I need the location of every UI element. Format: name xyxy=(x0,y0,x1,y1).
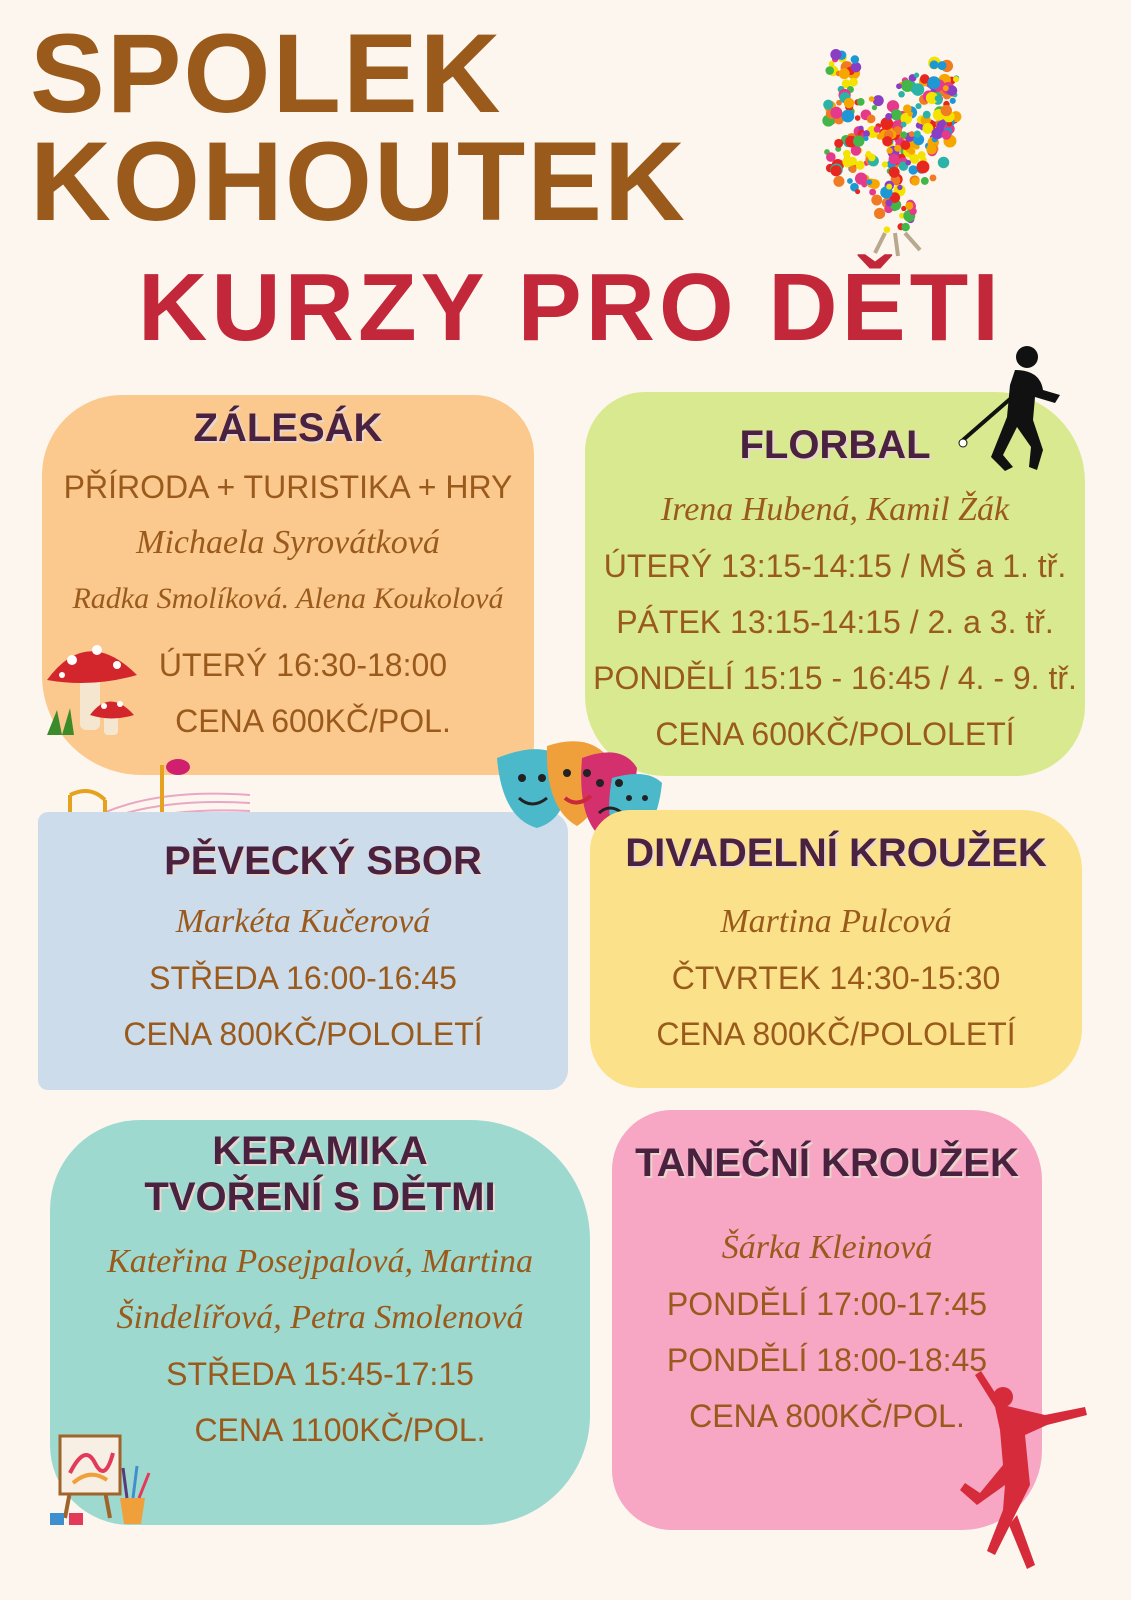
course-leader: Martina Pulcová xyxy=(720,903,952,940)
course-title: PĚVECKÝ SBOR xyxy=(164,839,482,883)
course-title: KERAMIKA xyxy=(212,1129,428,1173)
course-title: TANEČNÍ KROUŽEK xyxy=(635,1141,1019,1185)
rooster-icon xyxy=(800,38,975,268)
poster-title xyxy=(30,11,687,244)
floorball-player-icon xyxy=(955,345,1065,475)
course-time: PONDĚLÍ 18:00-18:45 xyxy=(666,1342,988,1378)
course-time: PÁTEK 13:15-14:15 / 2. a 3. tř. xyxy=(616,604,1054,640)
course-time: ÚTERÝ 13:15-14:15 / MŠ a 1. tř. xyxy=(603,548,1067,584)
poster-subtitle: KURZY PRO DĚTI xyxy=(138,254,1003,361)
title-line-2: KOHOUTEK xyxy=(30,119,687,244)
course-time: STŘEDA 16:00-16:45 xyxy=(149,960,457,996)
course-title: ZÁLESÁK xyxy=(193,406,383,450)
course-card-pevecky-sbor xyxy=(38,812,568,1090)
dancer-icon xyxy=(955,1365,1090,1575)
course-leader: Kateřina Posejpalová, Martina xyxy=(107,1243,533,1280)
title-line-1: SPOLEK xyxy=(30,11,503,136)
mushroom-icon xyxy=(42,630,142,740)
course-topic: PŘÍRODA + TURISTIKA + HRY xyxy=(63,469,513,505)
course-time: PONDĚLÍ 17:00-17:45 xyxy=(666,1286,988,1322)
course-price: CENA 600KČ/POLOLETÍ xyxy=(655,716,1015,752)
course-leader: Šárka Kleinová xyxy=(721,1229,933,1266)
course-price: CENA 800KČ/POLOLETÍ xyxy=(656,1016,1016,1052)
easel-paint-icon xyxy=(45,1428,155,1528)
course-price: CENA 1100KČ/POL. xyxy=(194,1412,486,1448)
course-leader: Radka Smolíková. Alena Koukolová xyxy=(72,582,504,615)
course-subtitle: TVOŘENÍ S DĚTMI xyxy=(144,1175,496,1219)
course-price: CENA 800KČ/POLOLETÍ xyxy=(123,1016,483,1052)
course-leader: Irena Hubená, Kamil Žák xyxy=(660,491,1010,528)
course-card-divadelni-krouzek xyxy=(590,810,1082,1088)
course-title: FLORBAL xyxy=(739,423,931,467)
course-time: STŘEDA 15:45-17:15 xyxy=(166,1356,474,1392)
course-price: CENA 800KČ/POL. xyxy=(689,1398,965,1434)
course-leader: Michaela Syrovátková xyxy=(136,524,440,561)
course-time: ČTVRTEK 14:30-15:30 xyxy=(671,960,1001,996)
course-price: CENA 600KČ/POL. xyxy=(175,703,451,739)
course-title: DIVADELNÍ KROUŽEK xyxy=(625,831,1047,875)
course-leader: Markéta Kučerová xyxy=(175,903,431,940)
course-time: ÚTERÝ 16:30-18:00 xyxy=(158,647,448,683)
course-time: PONDĚLÍ 15:15 - 16:45 / 4. - 9. tř. xyxy=(593,660,1077,696)
course-leader: Šindelířová, Petra Smolenová xyxy=(116,1299,524,1336)
